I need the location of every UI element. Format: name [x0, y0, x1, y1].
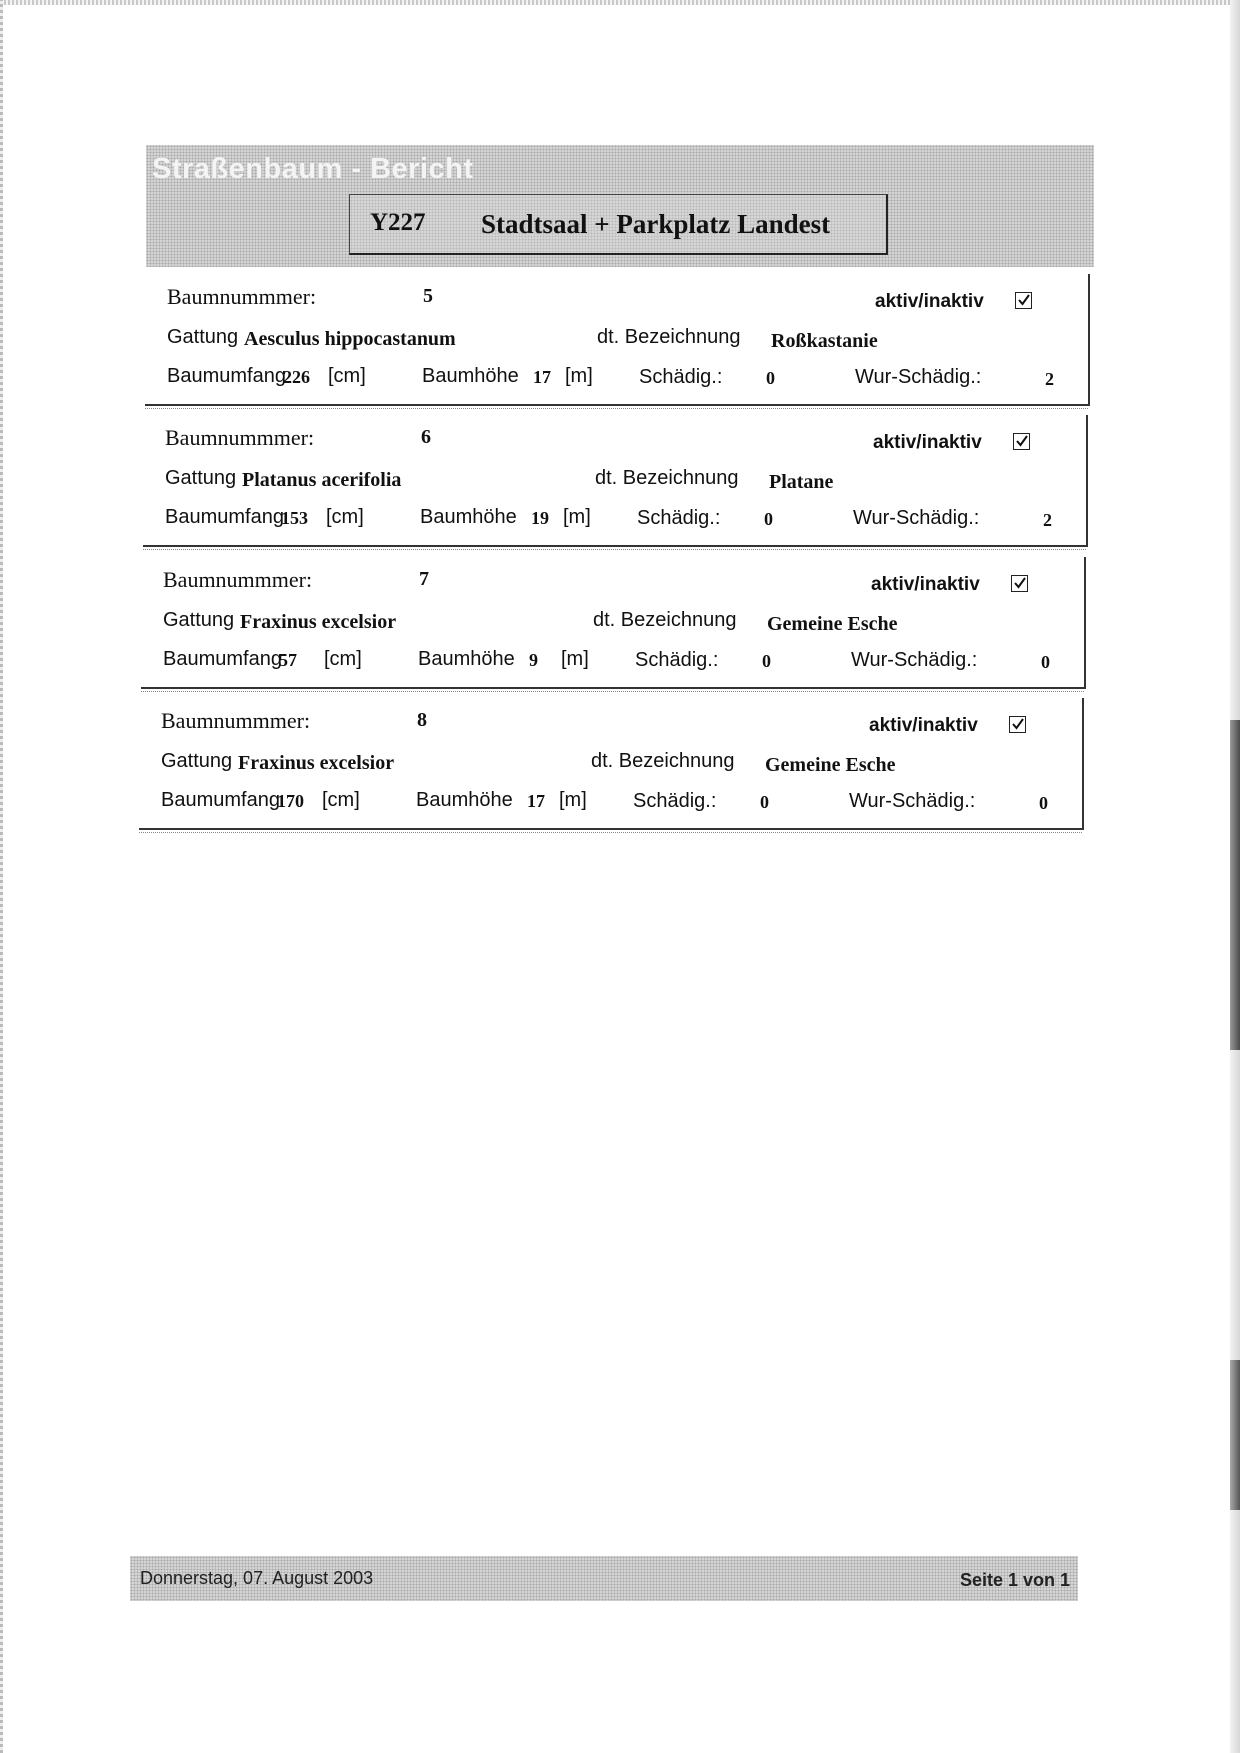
damage-value: 0 [760, 792, 769, 812]
common-name-value: Roßkastanie [771, 330, 878, 352]
circumference-value: 153 [281, 508, 308, 528]
circumference-label: Baumumfang [161, 789, 280, 811]
height-unit: [m] [565, 365, 593, 387]
root-damage-value: 2 [1045, 369, 1054, 389]
tree-record [139, 698, 1084, 830]
root-damage-value: 0 [1041, 652, 1050, 672]
circumference-unit: [cm] [322, 789, 360, 811]
genus-label: Gattung [161, 750, 233, 772]
damage-label: Schädig.: [639, 366, 723, 388]
report-title: Straßenbaum - Bericht [152, 153, 474, 185]
report-header [146, 145, 1094, 267]
circumference-value: 57 [279, 650, 297, 670]
tree-number-label: Baumnummmer: [167, 284, 317, 309]
location-name: Stadtsaal + Parkplatz Landest [481, 209, 831, 239]
genus-label: Gattung [167, 326, 239, 348]
active-checkbox[interactable] [1009, 716, 1026, 733]
genus-value: Fraxinus excelsior [238, 752, 395, 774]
height-unit: [m] [561, 648, 589, 670]
damage-label: Schädig.: [637, 507, 721, 529]
common-name-value: Gemeine Esche [767, 613, 898, 635]
genus-value: Fraxinus excelsior [240, 611, 397, 633]
checkmark-icon [1017, 293, 1031, 307]
height-label: Baumhöhe [416, 789, 513, 811]
circumference-label: Baumumfang [167, 365, 286, 387]
height-label: Baumhöhe [422, 365, 519, 387]
root-damage-label: Wur-Schädig.: [853, 507, 980, 529]
active-checkbox[interactable] [1013, 433, 1030, 450]
circumference-label: Baumumfang [165, 506, 284, 528]
scan-border-left [0, 0, 3, 1753]
genus-label: Gattung [165, 467, 237, 489]
genus-label: Gattung [163, 609, 235, 631]
height-value: 17 [533, 367, 551, 387]
tree-number-value: 6 [421, 426, 431, 448]
genus-value: Aesculus hippocastanum [244, 328, 456, 350]
height-value: 9 [529, 650, 538, 670]
height-value: 19 [531, 508, 549, 528]
circumference-unit: [cm] [328, 365, 366, 387]
common-name-label: dt. Bezeichnung [597, 326, 741, 348]
status-label: aktiv/inaktiv [871, 574, 980, 595]
circumference-unit: [cm] [324, 648, 362, 670]
root-damage-label: Wur-Schädig.: [849, 790, 976, 812]
damage-label: Schädig.: [635, 649, 719, 671]
tree-record [141, 557, 1086, 689]
tree-record [143, 415, 1088, 547]
location-box [349, 194, 888, 255]
status-label: aktiv/inaktiv [875, 291, 984, 312]
common-name-value: Gemeine Esche [765, 754, 896, 776]
damage-value: 0 [766, 368, 775, 388]
tree-number-label: Baumnummmer: [165, 425, 315, 450]
height-label: Baumhöhe [418, 648, 515, 670]
height-value: 17 [527, 791, 545, 811]
checkmark-icon [1011, 717, 1025, 731]
height-label: Baumhöhe [420, 506, 517, 528]
location-code: Y227 [370, 209, 426, 236]
status-label: aktiv/inaktiv [869, 715, 978, 736]
scan-border-top [0, 0, 1240, 5]
damage-label: Schädig.: [633, 790, 717, 812]
circumference-label: Baumumfang [163, 648, 282, 670]
root-damage-label: Wur-Schädig.: [855, 366, 982, 388]
active-checkbox[interactable] [1015, 292, 1032, 309]
checkmark-icon [1015, 434, 1029, 448]
height-unit: [m] [563, 506, 591, 528]
circumference-value: 170 [277, 791, 304, 811]
common-name-label: dt. Bezeichnung [593, 609, 737, 631]
root-damage-label: Wur-Schädig.: [851, 649, 978, 671]
tree-number-value: 5 [423, 285, 433, 307]
tree-number-value: 7 [419, 568, 429, 590]
circumference-value: 226 [283, 367, 310, 387]
root-damage-value: 0 [1039, 793, 1048, 813]
height-unit: [m] [559, 789, 587, 811]
report-footer [130, 1556, 1078, 1601]
checkmark-icon [1013, 576, 1027, 590]
common-name-label: dt. Bezeichnung [595, 467, 739, 489]
circumference-unit: [cm] [326, 506, 364, 528]
tree-number-label: Baumnummmer: [163, 567, 313, 592]
common-name-label: dt. Bezeichnung [591, 750, 735, 772]
status-label: aktiv/inaktiv [873, 432, 982, 453]
tree-record [145, 274, 1090, 406]
scan-border-right [1230, 0, 1240, 1753]
genus-value: Platanus acerifolia [242, 469, 402, 491]
damage-value: 0 [764, 509, 773, 529]
page-indicator: Seite 1 von 1 [959, 1570, 1070, 1590]
active-checkbox[interactable] [1011, 575, 1028, 592]
common-name-value: Platane [769, 471, 834, 493]
root-damage-value: 2 [1043, 510, 1052, 530]
tree-number-value: 8 [417, 709, 427, 731]
footer-date: Donnerstag, 07. August 2003 [140, 1568, 374, 1588]
damage-value: 0 [762, 651, 771, 671]
tree-number-label: Baumnummmer: [161, 708, 311, 733]
